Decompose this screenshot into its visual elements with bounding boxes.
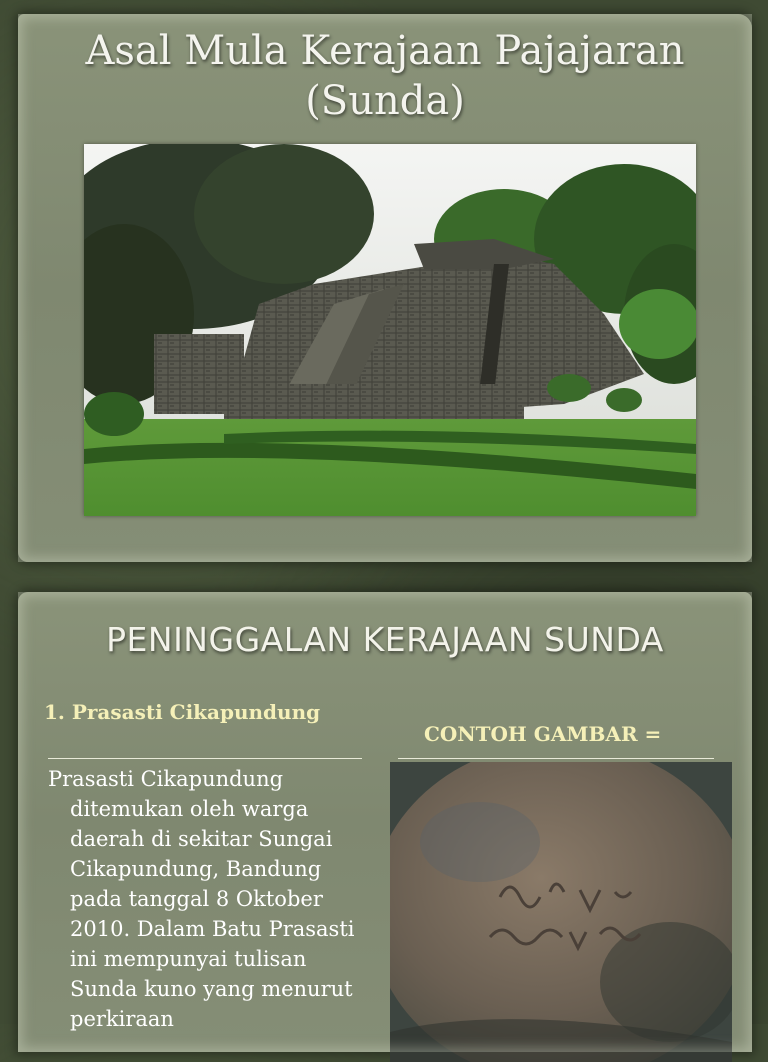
slide-1 bbox=[18, 14, 752, 562]
inscription-stone-photo bbox=[390, 762, 732, 1062]
title-line-1: Asal Mula Kerajaan Pajajaran bbox=[85, 28, 685, 74]
slide-2 bbox=[18, 592, 752, 1052]
title-line-2: (Sunda) bbox=[305, 78, 465, 124]
item-heading: 1. Prasasti Cikapundung bbox=[44, 700, 321, 724]
divider-left bbox=[48, 758, 362, 759]
example-label: CONTOH GAMBAR = bbox=[424, 722, 662, 746]
divider-right bbox=[398, 758, 714, 759]
slide-1-title bbox=[18, 26, 752, 126]
temple-photo bbox=[84, 144, 696, 516]
body-text: Prasasti Cikapundung ditemukan oleh warga daerah di sekitar Sungai Cikapundung, Bandung pada tanggal 8 Oktober 2010. Dalam Batu Prasasti ini mempunyai tulisan Sunda kuno yang menurut perkiraan bbox=[48, 767, 355, 1031]
slide-2-title: PENINGGALAN KERAJAAN SUNDA bbox=[106, 620, 664, 659]
